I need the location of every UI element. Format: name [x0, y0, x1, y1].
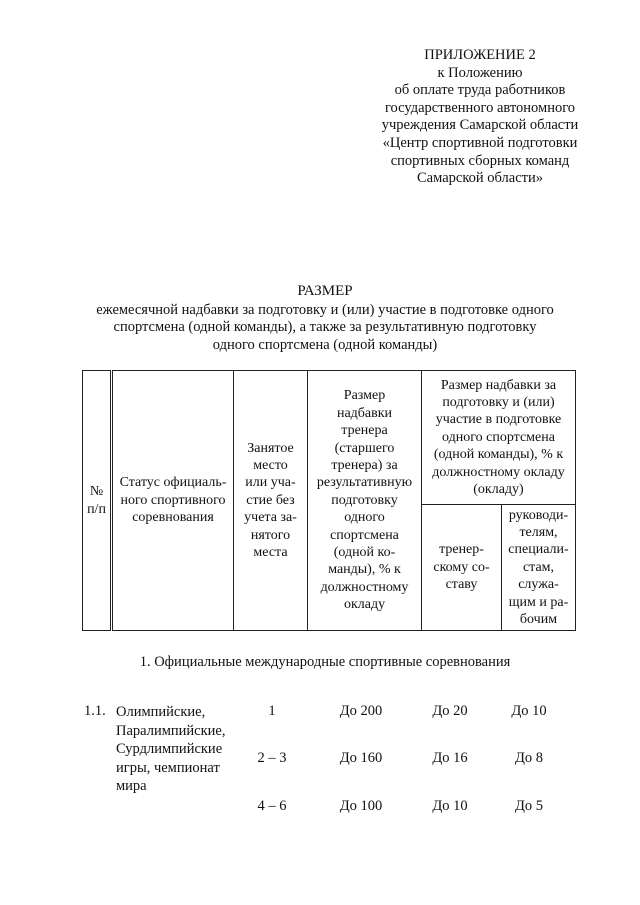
coach-bonus-cell: До 100: [339, 798, 383, 814]
row-status-line: игры, чемпионат: [116, 759, 220, 776]
header-coach-bonus: Размер надбавки тренера (старшего тренера) за результативную подготовку одного спортсмена (одной ко- манды), % к должностному окладу: [308, 371, 422, 631]
team-bonus-cell: До 20: [432, 703, 468, 719]
header-other-staff: руководи- телям, специали- стам, служа- щим и ра- бочим: [502, 505, 576, 631]
heading-line: ежемесячной надбавки за подготовку и (или) участие в подготовке одного: [96, 301, 554, 318]
document-title: РАЗМЕР: [297, 283, 353, 299]
appendix-block: [330, 47, 630, 188]
row-status: [116, 703, 238, 796]
appendix-line: ПРИЛОЖЕНИЕ 2: [424, 47, 536, 63]
header-team-staff: тренер- скому со- ставу: [422, 505, 502, 631]
header-place: Занятое место или уча- стие без учета за- нятого места: [234, 371, 308, 631]
row-status-line: Сурдлимпийские: [116, 741, 223, 757]
section-title: 1. Официальные международные спортивные соревнования: [139, 654, 511, 670]
heading-line: спортсмена (одной команды), а также за результативную подготовку: [113, 319, 537, 336]
appendix-line: спортивных сборных команд: [390, 152, 570, 169]
team-bonus-cell: До 16: [432, 750, 468, 766]
place-cell: 2 – 3: [257, 750, 287, 766]
header-group-bonus: Размер надбавки за подготовку и (или) участие в подготовке одного спортсмена (одной команды), % к должностному окладу (окладу): [422, 371, 576, 505]
appendix-line: «Центр спортивной подготовки: [382, 134, 578, 151]
place-cell: 4 – 6: [257, 798, 287, 814]
rates-table-header: [82, 370, 576, 631]
row-status-line: Олимпийские,: [116, 704, 206, 720]
row-status-line: мира: [116, 778, 147, 794]
document-heading: [40, 283, 610, 354]
appendix-line: Самарской области»: [417, 170, 543, 187]
coach-bonus-cell: До 200: [339, 703, 383, 719]
place-cell: 1: [268, 703, 276, 719]
staff-bonus-cell: До 8: [514, 750, 544, 766]
appendix-line: об оплате труда работников: [394, 82, 566, 99]
team-bonus-cell: До 10: [432, 798, 468, 814]
heading-line: одного спортсмена (одной команды): [212, 336, 438, 353]
row-number: 1.1.: [84, 703, 106, 719]
appendix-line: к Положению: [437, 64, 523, 81]
header-status: Статус официаль- ного спортивного соревнования: [112, 371, 234, 631]
staff-bonus-cell: До 5: [514, 798, 544, 814]
staff-bonus-cell: До 10: [511, 703, 547, 719]
header-number: № п/п: [83, 371, 112, 631]
coach-bonus-cell: До 160: [339, 750, 383, 766]
appendix-line: государственного автономного: [384, 99, 576, 116]
row-status-line: Паралимпийские,: [116, 722, 226, 739]
appendix-line: учреждения Самарской области: [381, 117, 579, 134]
